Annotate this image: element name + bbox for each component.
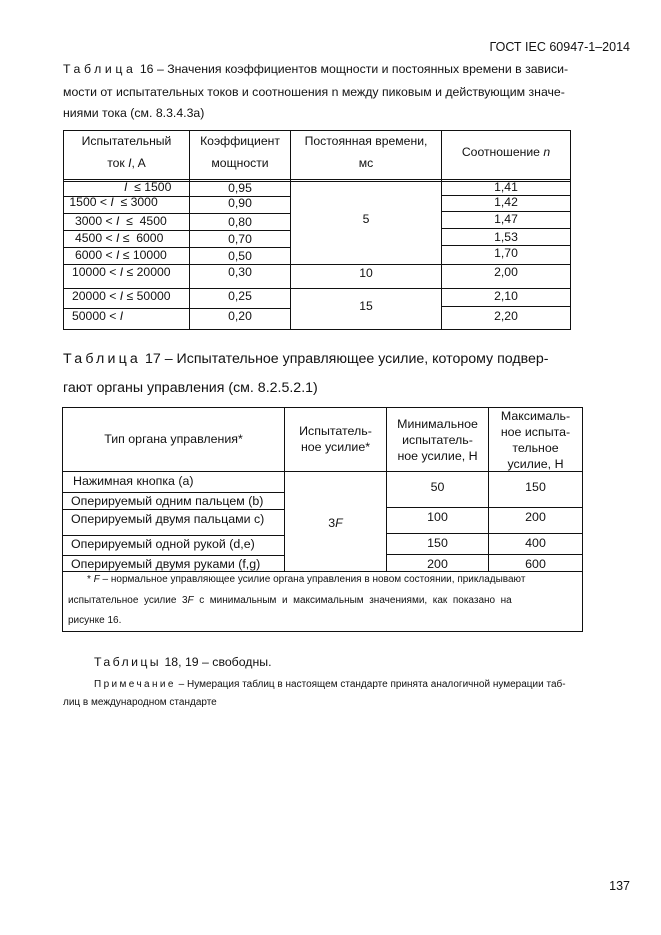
header-max-force-line1: Максималь- bbox=[500, 409, 571, 423]
free-tables-text bbox=[94, 655, 272, 669]
header-coef-line1: Коэффициент bbox=[200, 134, 280, 148]
table17-footnote-line3: рисунке 16. bbox=[68, 615, 122, 626]
table-row-min: 100 bbox=[427, 510, 448, 524]
table-row-coef: 0,20 bbox=[228, 309, 252, 323]
table-row-ratio: 1,53 bbox=[494, 230, 518, 244]
table17-footnote-line1: * F – нормальное управляющее усилие органа управления в новом состоянии, прикладывают bbox=[87, 574, 526, 585]
table-row-ratio: 1,41 bbox=[494, 180, 518, 194]
time-constant-group: 15 bbox=[359, 299, 373, 313]
table-row-max: 400 bbox=[525, 536, 546, 550]
table-row-coef: 0,80 bbox=[228, 215, 252, 229]
table-row-type: Оперируемый одним пальцем (b) bbox=[71, 494, 264, 508]
table-row-max: 600 bbox=[525, 557, 546, 571]
header-coef-line2: мощности bbox=[211, 156, 269, 170]
table17-footnote-line2: испытательное усилие 3F с минимальным и максимальным значениями, как показано на bbox=[68, 595, 512, 606]
header-time-line2: мс bbox=[358, 156, 374, 170]
test-force-value: 3F bbox=[328, 516, 343, 530]
table-row-min: 50 bbox=[430, 480, 445, 494]
table-row-current: 10000 < I ≤ 20000 bbox=[72, 265, 171, 279]
table-row-type: Оперируемый двумя руками (f,g) bbox=[71, 557, 261, 571]
header-max-force-line2: ное испыта- bbox=[500, 425, 571, 439]
table17-caption-line1 bbox=[63, 351, 549, 367]
table-row-ratio: 2,20 bbox=[494, 309, 518, 323]
table-row-coef: 0,30 bbox=[228, 265, 252, 279]
time-constant-group: 5 bbox=[362, 212, 370, 226]
note-line2: лиц в международном стандарте bbox=[63, 697, 217, 708]
table16-caption-line1 bbox=[63, 59, 568, 80]
table-row-current: 3000 < I ≤ 4500 bbox=[75, 214, 167, 228]
table-row-type: Оперируемый двумя пальцами c) bbox=[71, 512, 265, 526]
header-max-force-line3: тельное bbox=[512, 441, 559, 455]
header-min-force-line1: Минимальное bbox=[397, 417, 478, 431]
table-row-current: I ≤ 1500 bbox=[124, 180, 172, 194]
header-min-force-line3: ное усилие, Н bbox=[397, 449, 478, 463]
document-id: ГОСТ IEC 60947-1–2014 bbox=[489, 40, 630, 54]
table-row-max: 150 bbox=[525, 480, 546, 494]
table-row-type: Оперируемый одной рукой (d,e) bbox=[71, 537, 255, 551]
page-number: 137 bbox=[609, 879, 630, 893]
table16-caption-label: Таблица bbox=[63, 62, 137, 76]
table17-caption-label: Таблица bbox=[63, 351, 142, 367]
header-min-force-line2: испытатель- bbox=[402, 433, 473, 447]
table-row-coef: 0,95 bbox=[228, 181, 252, 195]
note-label: Примечание bbox=[94, 679, 176, 690]
table-row-current: 1500 < I ≤ 3000 bbox=[66, 195, 158, 209]
note-line1 bbox=[94, 679, 566, 690]
table17-caption-number: 17 bbox=[144, 351, 161, 367]
table-row-coef: 0,90 bbox=[228, 196, 252, 210]
table-row-ratio: 2,00 bbox=[494, 265, 518, 279]
table-row-current: 6000 < I ≤ 10000 bbox=[75, 248, 167, 262]
table16-caption-number: 16 bbox=[139, 62, 154, 76]
table-row-coef: 0,25 bbox=[228, 289, 252, 303]
time-constant-group: 10 bbox=[359, 266, 373, 280]
table-row-ratio: 1,70 bbox=[494, 246, 518, 260]
table16-caption-line2: мости от испытательных токов и соотношения n между пиковым и действующим значе- bbox=[63, 85, 565, 99]
header-current-line1: Испытательный bbox=[81, 134, 172, 148]
table-row-max: 200 bbox=[525, 510, 546, 524]
table16 bbox=[63, 130, 571, 330]
table-row-min: 150 bbox=[427, 536, 448, 550]
table16-caption-line3: ниями тока (см. 8.3.4.3а) bbox=[63, 106, 205, 120]
table-row-current: 4500 < I ≤ 6000 bbox=[75, 231, 164, 245]
header-max-force-line4: усилие, Н bbox=[507, 457, 564, 471]
header-control-type: Тип органа управления* bbox=[104, 432, 243, 446]
free-tables-label: Таблицы bbox=[94, 655, 162, 669]
table-row-ratio: 1,42 bbox=[494, 195, 518, 209]
table-row-coef: 0,70 bbox=[228, 232, 252, 246]
header-test-force-line1: Испытатель- bbox=[299, 424, 372, 438]
table-row-type: Нажимная кнопка (а) bbox=[73, 474, 194, 488]
table-row-min: 200 bbox=[427, 557, 448, 571]
header-test-force-line2: ное усилие* bbox=[300, 440, 371, 454]
note-text1: – Нумерация таблиц в настоящем стандарте принята аналогичной нумерации таб- bbox=[178, 679, 566, 690]
free-tables-value: 18, 19 – свободны. bbox=[164, 655, 272, 669]
table-row-coef: 0,50 bbox=[228, 249, 252, 263]
table17-caption-line2: гают органы управления (см. 8.2.5.2.1) bbox=[63, 380, 318, 396]
header-current-line2: ток I, A bbox=[107, 156, 146, 170]
table-row-ratio: 1,47 bbox=[494, 212, 518, 226]
table-row-current: 20000 < I ≤ 50000 bbox=[72, 289, 171, 303]
header-ratio: Соотношение n bbox=[461, 145, 551, 159]
table17 bbox=[62, 407, 583, 632]
header-time-line1: Постоянная времени, bbox=[304, 134, 428, 148]
table-row-current: 50000 < I bbox=[72, 309, 124, 323]
table17-caption-text1: – Испытательное управляющее усилие, которому подвер- bbox=[164, 351, 549, 367]
table-row-ratio: 2,10 bbox=[494, 289, 518, 303]
table16-caption-text1: – Значения коэффициентов мощности и постоянных времени в зависи- bbox=[156, 62, 569, 76]
